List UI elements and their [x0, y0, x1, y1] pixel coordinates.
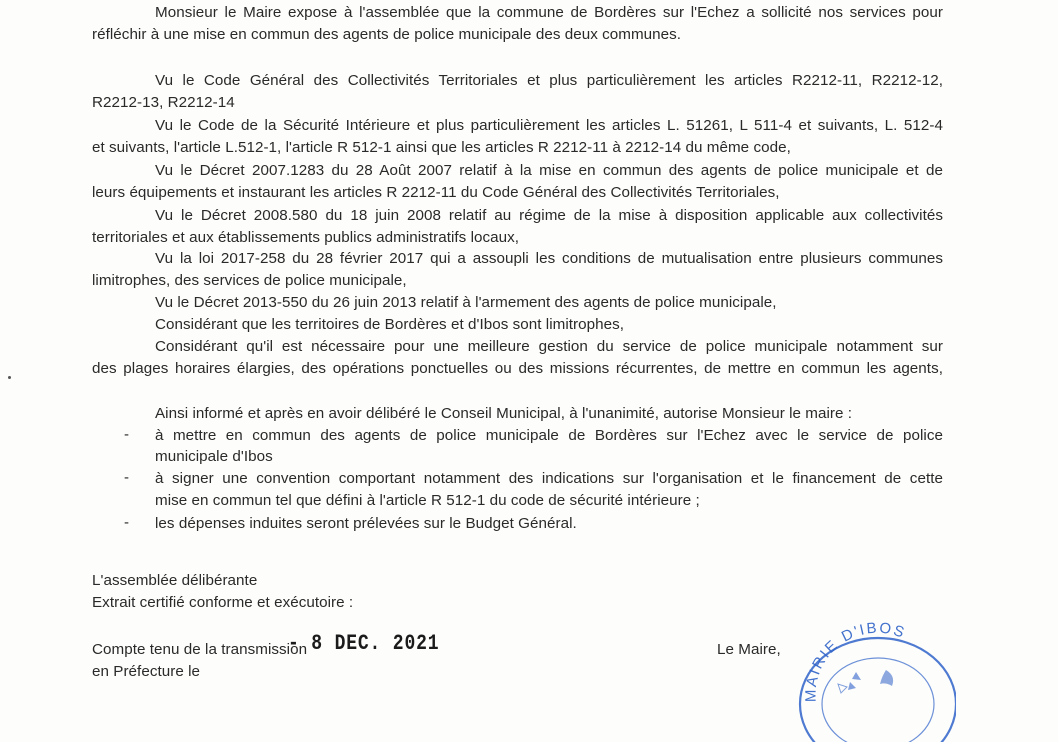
bullet-1-line-1: à mettre en commun des agents de police municipale de Bordères sur l'Echez avec le service de police: [155, 427, 943, 444]
visa-cgct-line-1: Vu le Code Général des Collectivités Territoriales et plus particulièrement les articles R2212-11, R2212-12,: [155, 72, 943, 89]
scan-mark: [8, 376, 11, 379]
considerant-limitrophes: Considérant que les territoires de Bordères et d'Ibos sont limitrophes,: [155, 316, 625, 333]
bullet-1-line-2: municipale d'Ibos: [155, 448, 273, 465]
visa-csi-line-1: Vu le Code de la Sécurité Intérieure et plus particulièrement les articles L. 51261, L 511-4 et suivants, L. 512-4: [155, 117, 943, 134]
decision-intro: Ainsi informé et après en avoir délibéré le Conseil Municipal, à l'unanimité, autorise Monsieur le maire :: [155, 405, 853, 422]
visa-loi-2017-line-2: limitrophes, des services de police municipale,: [92, 272, 407, 289]
visa-decret-2008-line-1: Vu le Décret 2008.580 du 18 juin 2008 relatif au régime de la mise à disposition applicable aux collectivités: [155, 207, 943, 224]
visa-decret-2013: Vu le Décret 2013-550 du 26 juin 2013 relatif à l'armement des agents de police municipale,: [155, 294, 777, 311]
signature-label: Le Maire,: [717, 641, 781, 658]
assemblee-label: L'assemblée délibérante: [92, 572, 258, 589]
mairie-seal-icon: [786, 612, 956, 742]
extrait-certifie-label: Extrait certifié conforme et exécutoire :: [92, 594, 354, 611]
bullet-2-line-1: à signer une convention comportant notamment des indications sur l'organisation et le financement de cette: [155, 470, 943, 487]
bullet-1-symbol: -: [124, 426, 129, 443]
visa-decret-2007-line-1: Vu le Décret 2007.1283 du 28 Août 2007 relatif à la mise en commun des agents de police municipale et de: [155, 162, 943, 179]
visa-loi-2017-line-1: Vu la loi 2017-258 du 28 février 2017 qui a assoupli les conditions de mutualisation entre plusieurs communes: [155, 250, 943, 267]
considerant-gestion-line-1: Considérant qu'il est nécessaire pour une meilleure gestion du service de police municipale notamment sur: [155, 338, 943, 355]
intro-line-1: Monsieur le Maire expose à l'assemblée que la commune de Bordères sur l'Echez a sollicité nos services pour: [155, 4, 943, 21]
visa-cgct-line-2: R2212-13, R2212-14: [92, 94, 235, 111]
bullet-2-symbol: -: [124, 469, 129, 486]
visa-csi-line-2: et suivants, l'article L.512-1, l'article R 512-1 ainsi que les articles R 2212-11 à 2212-14 du même code,: [92, 139, 791, 156]
intro-line-2: réfléchir à une mise en commun des agents de police municipale des deux communes.: [92, 26, 682, 43]
considerant-gestion-line-2: des plages horaires élargies, des opérations ponctuelles ou des missions récurrentes, de mettre en commun les agents,: [92, 360, 943, 377]
bullet-3-line-1: les dépenses induites seront prélevées sur le Budget Général.: [155, 515, 577, 532]
visa-decret-2007-line-2: leurs équipements et instaurant les articles R 2212-11 du Code Général des Collectivités Territoriales,: [92, 184, 780, 201]
seal-text: MAIRIE D'IBOS: [802, 619, 909, 703]
bullet-3-symbol: -: [124, 514, 129, 531]
transmission-label: Compte tenu de la transmission: [92, 641, 308, 658]
visa-decret-2008-line-2: territoriales et aux établissements publics administratifs locaux,: [92, 229, 520, 246]
date-stamp: - 8 DEC. 2021: [288, 631, 440, 656]
bullet-2-line-2: mise en commun tel que défini à l'article R 512-1 du code de sécurité intérieure ;: [155, 492, 700, 509]
prefecture-label: en Préfecture le: [92, 663, 201, 680]
svg-text:MAIRIE D'IBOS: [803, 619, 909, 702]
